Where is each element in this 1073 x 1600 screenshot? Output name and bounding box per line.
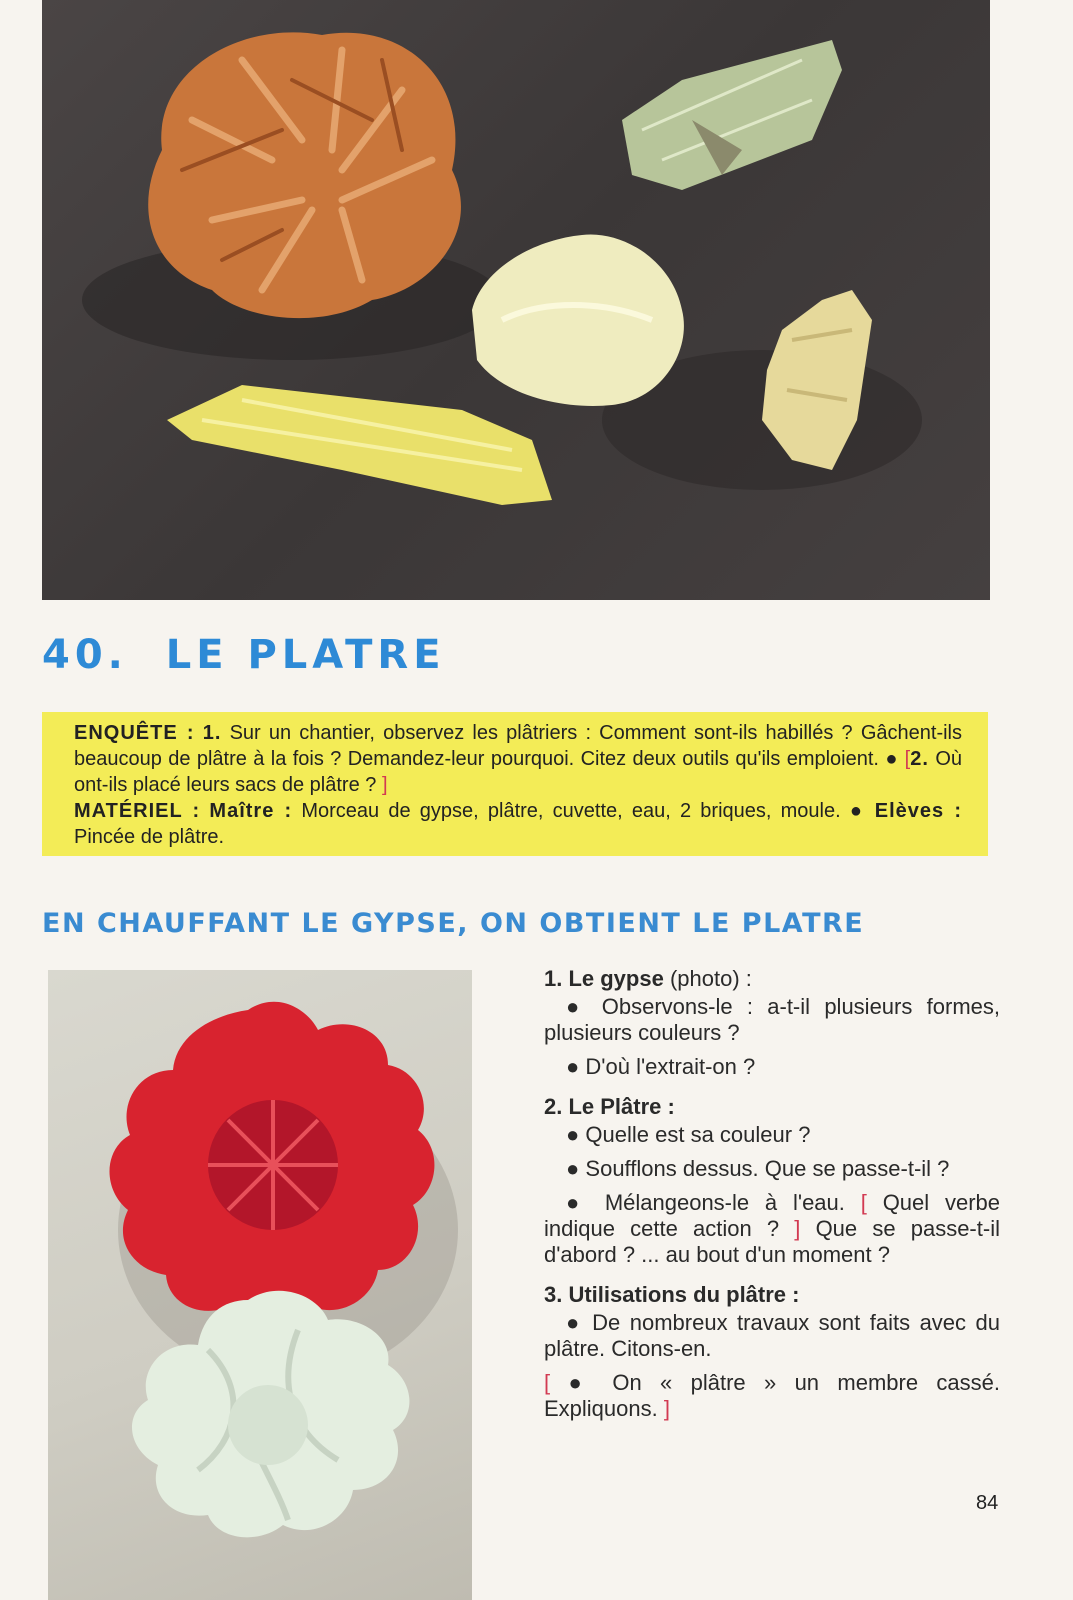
question-item: ● Soufflons dessus. Que se passe-t-il ? — [566, 1156, 950, 1181]
inquiry-paragraph — [74, 720, 962, 798]
question-section-1-title: 1. Le gypse (photo) : — [544, 966, 752, 991]
eleves-materials: Pincée de plâtre. — [74, 826, 225, 848]
inquiry-q2-text: Où ont-ils placé leurs sacs de plâtre ? — [74, 748, 962, 796]
lesson-title — [42, 632, 446, 678]
questions-column — [544, 966, 1000, 1430]
lesson-title-text: LE PLATRE — [165, 632, 446, 678]
page-number: 84 — [976, 1492, 999, 1514]
plaster-molds-photo — [48, 970, 472, 1600]
enquete-label: ENQUÊTE : — [74, 722, 195, 744]
bracket-open: [ — [904, 748, 911, 770]
question-item: ● Observons-le : a-t-il plusieurs formes, plusieurs couleurs ? — [544, 994, 1000, 1045]
maitre-materials: Morceau de gypse, plâtre, cuvette, eau, 2 briques, moule. — [301, 800, 841, 822]
inquiry-materials-box — [42, 712, 988, 856]
materiel-label: MATÉRIEL : — [74, 800, 201, 822]
lesson-number: 40. — [42, 632, 128, 678]
inquiry-q1-text: Sur un chantier, observez les plâtriers : Comment sont-ils habillés ? Gâchent-ils beaucoup de plâtre à la fois ? Demandez-leur pourquoi. Citez deux outils qu'ils emploient. — [74, 722, 962, 770]
maitre-label: Maître : — [209, 800, 293, 822]
clear-crystal-specimen — [622, 40, 842, 190]
section-heading: EN CHAUFFANT LE GYPSE, ON OBTIENT LE PLATRE — [42, 908, 865, 939]
yellow-crystal-specimen — [167, 385, 552, 505]
question-item: ● D'où l'extrait-on ? — [566, 1054, 756, 1079]
gypsum-specimens-photo — [42, 0, 990, 600]
bracket-close: ] — [381, 774, 388, 796]
inquiry-q1-number: 1. — [202, 722, 222, 744]
question-item: ● Mélangeons-le à l'eau. [ Quel verbe indique cette action ? ] Que se passe-t-il d'abord ? ... au bout d'un moment ? — [544, 1190, 1001, 1267]
plaster-powder-pile — [472, 234, 684, 405]
question-item: ● De nombreux travaux sont faits avec du plâtre. Citons-en. — [544, 1310, 1000, 1361]
question-item: ● Quelle est sa couleur ? — [566, 1122, 811, 1147]
eleves-label: Elèves : — [874, 800, 962, 822]
question-item: [ ● On « plâtre » un membre cassé. Expliquons. ] — [544, 1370, 1001, 1421]
question-section-2-title: 2. Le Plâtre : — [544, 1094, 675, 1119]
bullet-icon: ● — [885, 748, 899, 770]
materials-paragraph — [74, 798, 962, 850]
desert-rose-specimen — [148, 32, 461, 318]
bullet-icon: ● — [849, 800, 866, 822]
inquiry-q2-number: 2. — [910, 748, 929, 770]
question-section-3-title: 3. Utilisations du plâtre : — [544, 1282, 800, 1307]
